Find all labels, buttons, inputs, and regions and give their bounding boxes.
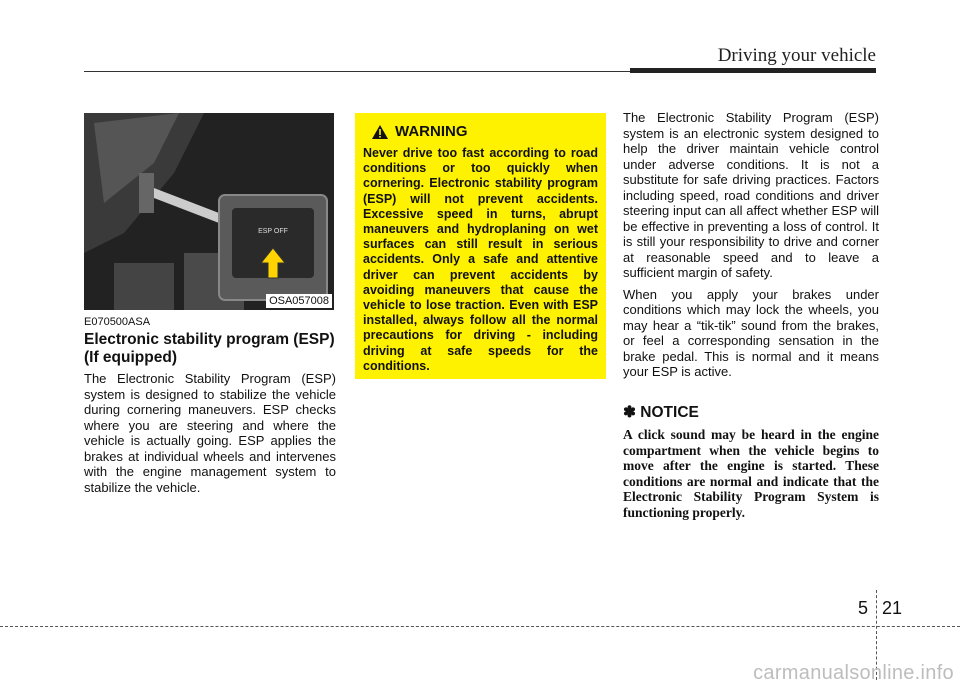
footer-rule	[0, 626, 960, 627]
warning-header	[371, 123, 598, 140]
warning-triangle-icon	[371, 124, 389, 140]
warning-title: WARNING	[395, 123, 468, 140]
intro-paragraph: The Electronic Stability Program (ESP) system is designed to stabilize the vehicle during cornering maneuvers. ESP checks where you are steering and where the vehicle is actually going. ESP applies the brakes at individual wheels and intervenes with the engine management system to stabilize the vehicle.	[84, 371, 336, 495]
watermark: carmanualsonline.info	[753, 662, 954, 684]
chapter-number: 5	[858, 598, 869, 618]
header-bar	[630, 68, 876, 73]
notice-text: A click sound may be heard in the engine compartment when the vehicle begins to move after the engine is started. These conditions are normal and indicate that the Electronic Stability Program System is functioning properly.	[623, 427, 879, 520]
esp-description	[623, 110, 879, 386]
section-code: E070500ASA	[84, 316, 151, 328]
description-paragraph-1: The Electronic Stability Program (ESP) system is an electronic system designed to help the driver maintain vehicle control under adverse conditions. It is not a substitute for safe driving practices. Factors including speed, road conditions and driver steering input can all affect whether ESP will be effective in preventing a loss of control. It is still your responsibility to drive and corner at reasonable speed and to leave a sufficient margin of safety.	[623, 110, 879, 280]
warning-text: Never drive too fast according to road conditions or too quickly when cornering. Electronic stability program (ESP) will not prevent accidents. Excessive speed in turns, abrupt maneuvers and hydroplaning on wet surfaces can still result in serious accidents. Only a safe and attentive driver can prevent accidents by avoiding maneuvers that cause the vehicle to lose traction. Even with ESP installed, always follow all the normal precautions for driving - including driving at safe speeds for the conditions.	[363, 146, 598, 373]
warning-box	[355, 113, 606, 379]
esp-button-photo	[84, 113, 334, 310]
description-paragraph-2: When you apply your brakes under conditions which may lock the wheels, you may hear a “tik-tik” sound from the brakes, or feel a corresponding sensation in the brake pedal. This is normal and it means your ESP is active.	[623, 286, 879, 379]
section-title: Driving your vehicle	[717, 45, 876, 66]
button-label: ESP OFF	[258, 228, 288, 235]
section-heading: Electronic stability program (ESP) (If equipped)	[84, 331, 335, 366]
figure-label: OSA057008	[266, 294, 332, 308]
page-number: 21	[882, 598, 903, 618]
dashboard-illustration	[84, 113, 334, 310]
notice-title: ✽ NOTICE	[623, 404, 699, 421]
